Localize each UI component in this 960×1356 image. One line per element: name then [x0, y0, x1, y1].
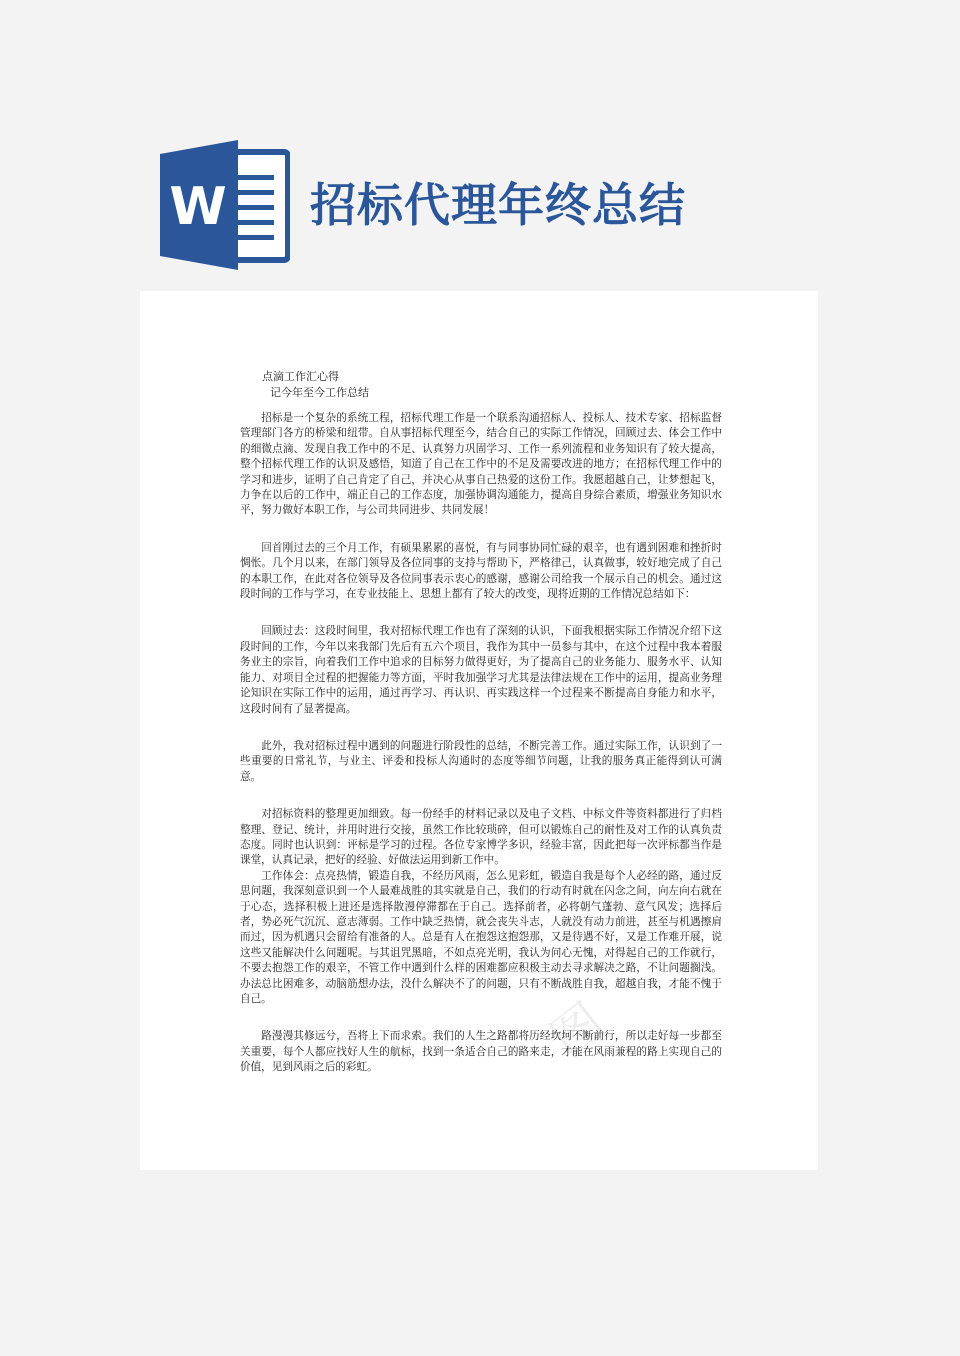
- paragraph: 对招标资料的整理更加细致。每一份经手的材料记录以及电子文档、中标文件等资料都进行了归档整理、登记、统计，并用时进行交接，虽然工作比较琐碎，但可以锻炼自己的耐性及对工作的认真负责态度。同时也认识到：评标是学习的过程。各位专家博学多识，经验丰富，因此把每一次评标都当作是课堂，认真记录，把好的经验、好做法运用到新工作中。: [240, 808, 722, 867]
- paragraph: 回顾过去：这段时间里，我对招标代理工作也有了深刻的认识，下面我根据实际工作情况介绍下这段时间的工作，今年以来我部门先后有五六个项目，我作为其中一员参与其中，在这个过程中我本着服务业主的宗旨，向着我们工作中追求的目标努力做得更好，为了提高自己的业务能力、服务水平、认知能力、对项目全过程的把握能力等方面，平时我加强学习尤其是法律法规在工作中的运用，提高业务理论知识在实际工作中的运用，通过再学习、再认识、再实践这样一个过程来不断提高自身能力和水平，这段时间有了显著提高。: [240, 625, 722, 715]
- watermark: 图: [539, 991, 616, 1069]
- paragraph: 此外，我对招标过程中遇到的问题进行阶段性的总结，不断完善工作。通过实际工作，认识到了一些重要的日常礼节，与业主、评委和投标人沟通时的态度等细节问题，让我的服务真正能得到认可满意。: [240, 739, 722, 783]
- paragraph: 招标是一个复杂的系统工程，招标代理工作是一个联系沟通招标人、投标人、技术专家、招标监督管理部门各方的桥梁和纽带。自从事招标代理至今，结合自己的实际工作情况，回顾过去、体会工作中的细微点滴、发现自我工作中的不足、认真努力巩固学习、工作一系列流程和业务知识有了较大提高，整个招标代理工作的认识及感悟，知道了自己在工作中的不足及需要改进的地方；在招标代理工作中的学习和进步，证明了自己肯定了自己，并决心从事自己热爱的这份工作。我愿超越自己，让梦想起飞，力争在以后的工作中，端正自己的工作态度，加强协调沟通能力，提高自身综合素质，增强业务知识水平，努力做好本职工作，与公司共同进步、共同发展！: [240, 412, 722, 517]
- word-document-icon: [160, 140, 290, 270]
- document-page: [140, 291, 818, 1170]
- paragraph: 回首刚过去的三个月工作，有硕果累累的喜悦，有与同事协同忙碌的艰辛，也有遇到困难和挫折时惆怅。几个月以来，在部门领导及各位同事的支持与帮助下，严格律己，认真做事，较好地完成了自己的本职工作，在此对各位领导及各位同事表示衷心的感谢，感谢公司给我一个展示自己的机会。通过这段时间的工作与学习，在专业技能上、思想上都有了较大的改变，现将近期的工作情况总结如下：: [240, 541, 722, 601]
- header-banner: [160, 140, 780, 270]
- document-body: [240, 369, 722, 1098]
- logo-letter: W: [169, 177, 227, 237]
- paragraph: 路漫漫其修远兮，吾将上下而求索。我们的人生之路都将历经坎坷不断前行，所以走好每一步都至关重要，每个人都应找好人生的航标，找到一条适合自己的路来走，才能在风雨兼程的路上实现自己的价值，见到风雨之后的彩虹。: [240, 1030, 722, 1074]
- banner-title: 招标代理年终总结: [310, 178, 686, 232]
- document-title: 点滴工作汇心得: [262, 370, 339, 383]
- document-subtitle: 记今年至今工作总结: [270, 386, 369, 399]
- paragraph: 工作体会：点亮热情，锻造自我，不经历风雨，怎么见彩虹，锻造自我是每个人必经的路，通过反思问题，我深刻意识到一个人最难战胜的其实就是自己，我们的行动有时就在闪念之间，向左向右就在于心态，选择积极上进还是选择散漫停滞都在于自己。选择前者，必将朝气蓬勃、意气风发；选择后者，势必死气沉沉、意志薄弱。工作中缺乏热情，就会丧失斗志，人就没有动力前进，甚至与机遇擦肩而过，因为机遇只会留给有准备的人。总是有人在抱怨这抱怨那，又是待遇不好，又是工作难开展，说这些又能解决什么问题呢。与其诅咒黑暗，不如点亮光明，我认为问心无愧，对得起自己的工作就行，不要去抱怨工作的艰辛，不管工作中遇到什么样的困难都应积极主动去寻求解决之路，不让问题搁浅。办法总比困难多，动脑筋想办法，没什么解决不了的问题，只有不断战胜自我，超越自我，才能不愧于自己。: [240, 869, 722, 1005]
